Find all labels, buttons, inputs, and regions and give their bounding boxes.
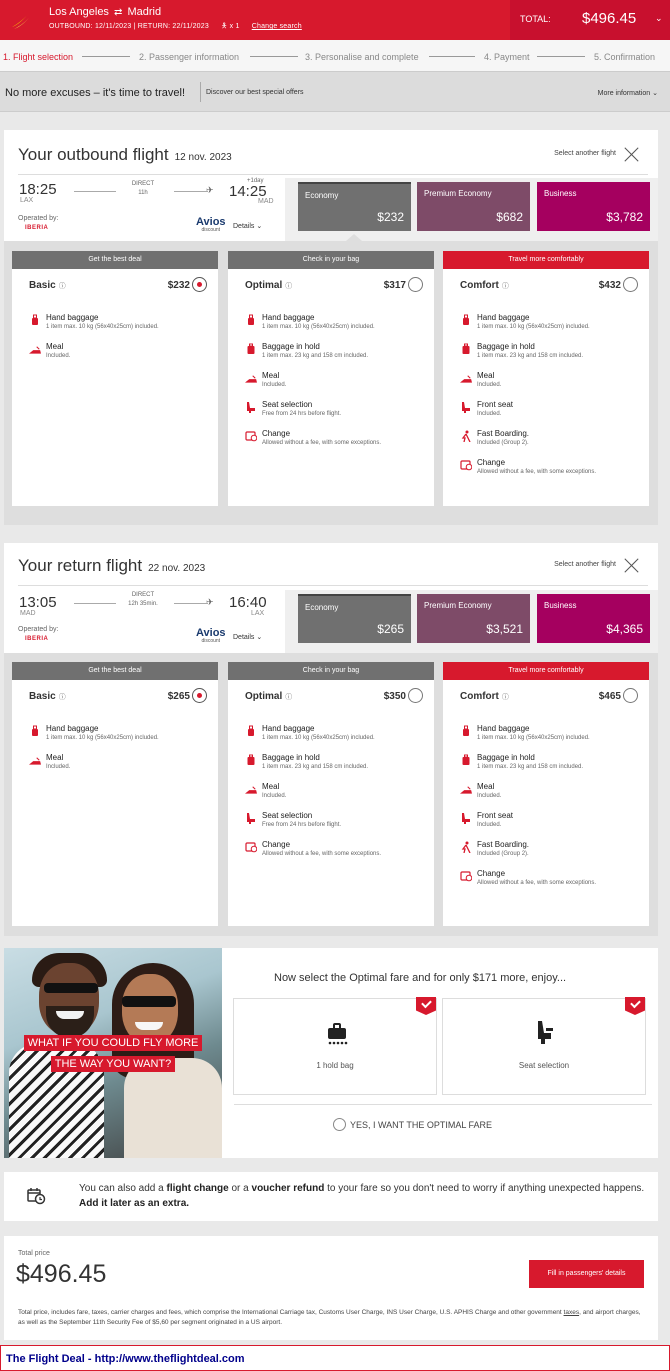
feature-detail: Allowed without a fee, with some exceptions. <box>477 880 597 886</box>
direct-label: DIRECT <box>131 592 155 598</box>
fare-name-text: Basic <box>29 691 56 702</box>
meal-icon <box>245 371 257 383</box>
feature-title: Meal <box>46 753 64 762</box>
info-icon[interactable]: ⓘ <box>501 283 509 290</box>
outbound-title <box>18 145 232 165</box>
total-price-panel <box>4 1236 658 1340</box>
close-icon[interactable] <box>624 557 640 573</box>
avios-label: Avios <box>196 216 226 228</box>
step-divider <box>429 56 475 57</box>
chevron-down-icon: ⌄ <box>655 13 663 23</box>
arrival-time: 14:25 <box>229 183 267 200</box>
total-amount: $496.45 <box>582 10 637 27</box>
avios-label: Avios <box>196 627 226 639</box>
cabin-premium-economy[interactable] <box>417 594 530 643</box>
feature-detail: Included. <box>477 382 502 388</box>
passenger-count-value: x 1 <box>229 23 240 30</box>
feature-title: Baggage in hold <box>262 753 320 762</box>
cabin-economy[interactable] <box>298 594 411 643</box>
extras-info <box>4 1172 658 1221</box>
fare-comfort[interactable] <box>443 251 649 506</box>
seat-icon <box>460 400 472 412</box>
want-optimal-fare-label: YES, I WANT THE OPTIMAL FARE <box>350 1120 493 1130</box>
feature-detail: 1 item max. 10 kg (56x40x25cm) included. <box>477 324 590 330</box>
top-bar <box>0 0 670 40</box>
radio-button[interactable] <box>333 1118 346 1131</box>
person-icon: 🯅 <box>221 23 228 30</box>
chevron-down-icon: ⌄ <box>652 90 658 97</box>
feature-title: Change <box>262 429 291 438</box>
fare-name-text: Optimal <box>245 691 283 702</box>
direct-label: DIRECT <box>131 181 155 187</box>
feature-detail: Included (Group 2). <box>477 440 529 446</box>
meal-icon <box>245 782 257 794</box>
source-credit <box>0 1345 670 1371</box>
fare-radio-button[interactable] <box>192 688 207 703</box>
fare-price: $350 <box>383 691 406 702</box>
feature-detail: Included (Group 2). <box>477 851 529 857</box>
feature-title: Change <box>477 869 506 878</box>
close-icon[interactable] <box>624 146 640 162</box>
fast-boarding-icon <box>460 429 472 441</box>
feature-detail: Included. <box>262 793 287 799</box>
passenger-count <box>221 23 242 30</box>
voucher-refund-emphasis: voucher refund <box>251 1183 325 1194</box>
feature-detail: Included. <box>46 764 71 770</box>
feature-detail: Included. <box>477 411 502 417</box>
fare-radio-button[interactable] <box>192 277 207 292</box>
feature-detail: 1 item max. 23 kg and 158 cm included. <box>262 764 369 770</box>
feature-title: Seat selection <box>262 400 313 409</box>
feature-detail: Allowed without a fee, with some exceptions. <box>262 440 382 446</box>
select-another-flight-link[interactable]: Select another flight <box>554 561 616 568</box>
seat-icon <box>245 811 257 823</box>
outbound-date: 12 nov. 2023 <box>174 152 232 163</box>
cabin-premium-economy[interactable] <box>417 182 530 231</box>
hold-bag-option <box>233 998 437 1095</box>
fare-price: $317 <box>383 280 406 291</box>
extras-text <box>79 1181 649 1211</box>
fare-radio-button[interactable] <box>408 688 423 703</box>
feature-title: Meal <box>46 342 64 351</box>
fare-optimal[interactable] <box>228 662 434 926</box>
feature-title: Hand baggage <box>46 724 99 733</box>
step-flight-selection: 1. Flight selection <box>3 52 74 62</box>
fare-comfort[interactable] <box>443 662 649 926</box>
flight-duration: 11h <box>138 190 148 196</box>
fare-header: Travel more comfortably <box>443 662 649 680</box>
info-icon[interactable]: ⓘ <box>285 694 293 701</box>
hold-bag-icon <box>325 1021 349 1045</box>
couple-photo <box>4 948 222 1158</box>
timeline <box>74 603 116 604</box>
fill-passenger-details-button[interactable]: Fill in passengers' details <box>529 1260 644 1288</box>
feature-detail: 1 item max. 10 kg (56x40x25cm) included. <box>262 324 375 330</box>
feature-title: Change <box>262 840 291 849</box>
fare-optimal[interactable] <box>228 251 434 506</box>
photo-tagline <box>17 1033 209 1075</box>
divider <box>18 585 648 586</box>
info-icon[interactable]: ⓘ <box>58 283 66 290</box>
fare-name-text: Comfort <box>460 280 499 291</box>
feature-title: Fast Boarding. <box>477 429 530 438</box>
seat-icon <box>245 400 257 412</box>
cabin-price: $3,521 <box>486 622 523 636</box>
feature-title: Meal <box>477 371 495 380</box>
details-link[interactable] <box>233 633 262 641</box>
fare-basic[interactable] <box>12 251 218 506</box>
cabin-name: Business <box>544 189 577 198</box>
arrival-time: 16:40 <box>229 594 267 611</box>
outbound-title-text: Your outbound flight <box>18 145 169 164</box>
fare-price: $232 <box>167 280 190 291</box>
info-icon[interactable]: ⓘ <box>58 694 66 701</box>
feature-detail: 1 item max. 10 kg (56x40x25cm) included. <box>477 735 590 741</box>
cabin-price: $265 <box>377 622 404 636</box>
change-icon <box>245 840 257 852</box>
info-icon[interactable]: ⓘ <box>501 694 509 701</box>
step-divider <box>82 56 130 57</box>
feature-detail: Included. <box>477 822 502 828</box>
total-label: TOTAL: <box>520 14 551 24</box>
promo-divider <box>200 82 201 102</box>
fare-price: $432 <box>598 280 621 291</box>
hold-baggage-icon <box>245 342 257 354</box>
total-summary[interactable] <box>510 0 670 40</box>
step-personalise: 3. Personalise and complete <box>305 52 419 62</box>
avios-sub-label: discount <box>201 227 221 233</box>
change-icon <box>460 458 472 470</box>
feature-title: Meal <box>477 782 495 791</box>
feature-title: Hand baggage <box>46 313 99 322</box>
more-information-link[interactable] <box>598 89 658 97</box>
taxes-link[interactable]: taxes <box>563 1309 580 1316</box>
outbound-flight-card <box>4 130 658 241</box>
checkmark-icon <box>625 997 645 1015</box>
arrival-airport: LAX <box>251 610 265 617</box>
roundtrip-arrow-icon: ⇄ <box>114 7 123 18</box>
select-another-flight-link[interactable]: Select another flight <box>554 150 616 157</box>
plus-day-label: +1day <box>247 178 264 184</box>
feature-title: Baggage in hold <box>477 753 535 762</box>
feature-detail: Included. <box>46 353 71 359</box>
cabin-price: $682 <box>496 210 523 224</box>
avios-discount-badge <box>196 217 226 233</box>
optimal-upsell <box>4 948 658 1158</box>
feature-title: Front seat <box>477 811 514 820</box>
progress-steps <box>0 40 670 71</box>
departure-time: 13:05 <box>19 594 57 611</box>
seat-selection-label: Seat selection <box>518 1061 570 1070</box>
cabin-name: Premium Economy <box>424 601 492 610</box>
return-title <box>18 556 205 576</box>
timeline <box>174 603 208 604</box>
trip-dates: OUTBOUND: 12/11/2023 | RETURN: 22/11/2023 <box>49 23 209 30</box>
feature-detail: 1 item max. 10 kg (56x40x25cm) included. <box>46 324 159 330</box>
hold-bag-label: 1 hold bag <box>316 1061 354 1070</box>
change-icon <box>460 869 472 881</box>
hand-baggage-icon <box>460 313 472 325</box>
avios-discount-badge <box>196 628 226 644</box>
change-search-link[interactable]: Change search <box>251 23 302 30</box>
details-label: Details <box>233 223 255 230</box>
cabin-economy[interactable] <box>298 182 411 231</box>
promo-headline: No more excuses – it's time to travel! <box>5 87 185 99</box>
fare-header: Get the best deal <box>12 251 218 269</box>
info-icon[interactable]: ⓘ <box>285 283 293 290</box>
departure-airport: MAD <box>20 610 36 617</box>
cabin-name: Economy <box>305 191 339 200</box>
cabin-name: Economy <box>305 603 339 612</box>
meal-icon <box>29 753 41 765</box>
selected-cabin-pointer <box>346 234 362 241</box>
cabin-price: $3,782 <box>606 210 643 224</box>
fare-name <box>245 691 292 702</box>
fare-name <box>460 691 509 702</box>
step-passenger-information: 2. Passenger information <box>139 52 240 62</box>
plane-icon: ✈ <box>206 597 214 607</box>
fare-name <box>29 691 66 702</box>
calendar-clock-icon <box>26 1186 46 1206</box>
fare-header: Travel more comfortably <box>443 251 649 269</box>
destination-city: Madrid <box>127 6 162 18</box>
departure-airport: LAX <box>20 197 34 204</box>
divider <box>234 1104 652 1105</box>
fare-radio-button[interactable] <box>623 277 638 292</box>
promo-subline: Discover our best special offers <box>206 89 304 96</box>
fare-name-text: Comfort <box>460 691 499 702</box>
photo-tagline-text: WHAT IF YOU COULD FLY MORE THE WAY YOU WANT? <box>24 1035 203 1072</box>
feature-detail: 1 item max. 10 kg (56x40x25cm) included. <box>262 735 375 741</box>
feature-detail: 1 item max. 23 kg and 158 cm included. <box>262 353 369 359</box>
origin-city: Los Angeles <box>49 6 109 18</box>
cabin-name: Business <box>544 601 577 610</box>
fare-header: Check in your bag <box>228 662 434 680</box>
feature-detail: Free from 24 hrs before flight. <box>262 411 342 417</box>
cabin-price: $232 <box>377 210 404 224</box>
flight-duration: 12h 35min. <box>128 601 158 607</box>
fare-header: Check in your bag <box>228 251 434 269</box>
step-divider <box>250 56 298 57</box>
seat-selection-option <box>442 998 646 1095</box>
want-optimal-fare-option[interactable] <box>350 1120 492 1130</box>
details-link[interactable] <box>233 222 262 230</box>
flight-change-emphasis: flight change <box>166 1183 229 1194</box>
feature-detail: Allowed without a fee, with some exceptions. <box>262 851 382 857</box>
step-confirmation: 5. Confirmation <box>594 52 656 62</box>
fast-boarding-icon <box>460 840 472 852</box>
feature-detail: Allowed without a fee, with some exceptions. <box>477 469 597 475</box>
feature-title: Front seat <box>477 400 514 409</box>
fare-price: $465 <box>598 691 621 702</box>
extras-text-part: to your fare so you don't need to worry if anything unexpected happens. <box>324 1183 645 1194</box>
seat-icon <box>460 811 472 823</box>
cabin-name: Premium Economy <box>424 189 492 198</box>
plane-icon: ✈ <box>206 185 214 195</box>
hold-baggage-icon <box>245 753 257 765</box>
meal-icon <box>460 782 472 794</box>
upsell-title: Now select the Optimal fare and for only $171 more, enjoy... <box>274 972 567 984</box>
source-credit-text: The Flight Deal - http://www.theflightdeal.com <box>6 1353 245 1365</box>
hand-baggage-icon <box>29 724 41 736</box>
step-divider <box>537 56 585 57</box>
meal-icon <box>29 342 41 354</box>
timeline <box>174 191 208 192</box>
cabin-price: $4,365 <box>606 622 643 636</box>
iberia-logo-icon <box>10 9 32 31</box>
fare-header: Get the best deal <box>12 662 218 680</box>
add-later-emphasis: Add it later as an extra. <box>79 1198 190 1209</box>
return-title-text: Your return flight <box>18 556 143 575</box>
operator-logo: IBERIA <box>25 225 49 231</box>
more-information-label: More information <box>597 90 651 97</box>
hold-baggage-icon <box>460 753 472 765</box>
fare-name <box>29 280 66 291</box>
feature-title: Baggage in hold <box>262 342 320 351</box>
total-price-label: Total price <box>18 1250 50 1257</box>
disclaimer-part: , and airport charges, as well as the September 11th Security Fee of $5,60 per segment originated in a US airport. <box>18 1309 641 1326</box>
promo-banner <box>0 71 670 112</box>
operator-logo: IBERIA <box>25 636 49 642</box>
hold-baggage-icon <box>460 342 472 354</box>
cabin-business[interactable] <box>537 594 650 643</box>
checkmark-icon <box>416 997 436 1015</box>
feature-title: Meal <box>262 371 280 380</box>
feature-detail: 1 item max. 23 kg and 158 cm included. <box>477 353 584 359</box>
feature-detail: Included. <box>262 382 287 388</box>
feature-title: Baggage in hold <box>477 342 535 351</box>
change-icon <box>245 429 257 441</box>
feature-title: Meal <box>262 782 280 791</box>
fare-name <box>460 280 509 291</box>
hand-baggage-icon <box>460 724 472 736</box>
search-summary <box>49 22 302 33</box>
chevron-down-icon: ⌄ <box>256 223 263 230</box>
seat-icon <box>535 1019 555 1045</box>
feature-detail: Included. <box>477 793 502 799</box>
feature-title: Fast Boarding. <box>477 840 530 849</box>
timeline <box>74 191 116 192</box>
feature-title: Hand baggage <box>262 724 315 733</box>
divider <box>18 174 648 175</box>
total-price-amount: $496.45 <box>16 1260 107 1288</box>
return-flight-card <box>4 543 658 653</box>
operated-by-label: Operated by: <box>18 215 59 222</box>
disclaimer-part: Total price, includes fare, taxes, carrier charges and fees, which comprise the International Carriage tax, Customs User Charge, INS User Charge, U.S. APHIS Charge and other government <box>18 1309 564 1316</box>
feature-title: Hand baggage <box>477 313 530 322</box>
extras-text-part: You can also add a <box>79 1183 167 1194</box>
fare-name <box>245 280 292 291</box>
price-disclaimer <box>18 1308 648 1328</box>
operated-by-label: Operated by: <box>18 626 59 633</box>
extras-text-part: or a <box>228 1183 252 1194</box>
feature-title: Hand baggage <box>477 724 530 733</box>
cabin-business[interactable] <box>537 182 650 231</box>
hand-baggage-icon <box>29 313 41 325</box>
meal-icon <box>460 371 472 383</box>
chevron-down-icon: ⌄ <box>256 634 263 641</box>
return-date: 22 nov. 2023 <box>148 563 206 574</box>
fare-price: $265 <box>167 691 190 702</box>
route <box>49 6 161 18</box>
fare-basic[interactable] <box>12 662 218 926</box>
avios-sub-label: discount <box>201 638 221 644</box>
feature-detail: 1 item max. 10 kg (56x40x25cm) included. <box>46 735 159 741</box>
fare-radio-button[interactable] <box>623 688 638 703</box>
feature-title: Seat selection <box>262 811 313 820</box>
hand-baggage-icon <box>245 724 257 736</box>
feature-title: Change <box>477 458 506 467</box>
arrival-airport: MAD <box>258 198 274 205</box>
hand-baggage-icon <box>245 313 257 325</box>
fare-radio-button[interactable] <box>408 277 423 292</box>
departure-time: 18:25 <box>19 181 57 198</box>
feature-detail: Free from 24 hrs before flight. <box>262 822 342 828</box>
feature-detail: 1 item max. 23 kg and 158 cm included. <box>477 764 584 770</box>
fare-name-text: Basic <box>29 280 56 291</box>
details-label: Details <box>233 634 255 641</box>
fare-name-text: Optimal <box>245 280 283 291</box>
step-payment: 4. Payment <box>484 52 530 62</box>
feature-title: Hand baggage <box>262 313 315 322</box>
